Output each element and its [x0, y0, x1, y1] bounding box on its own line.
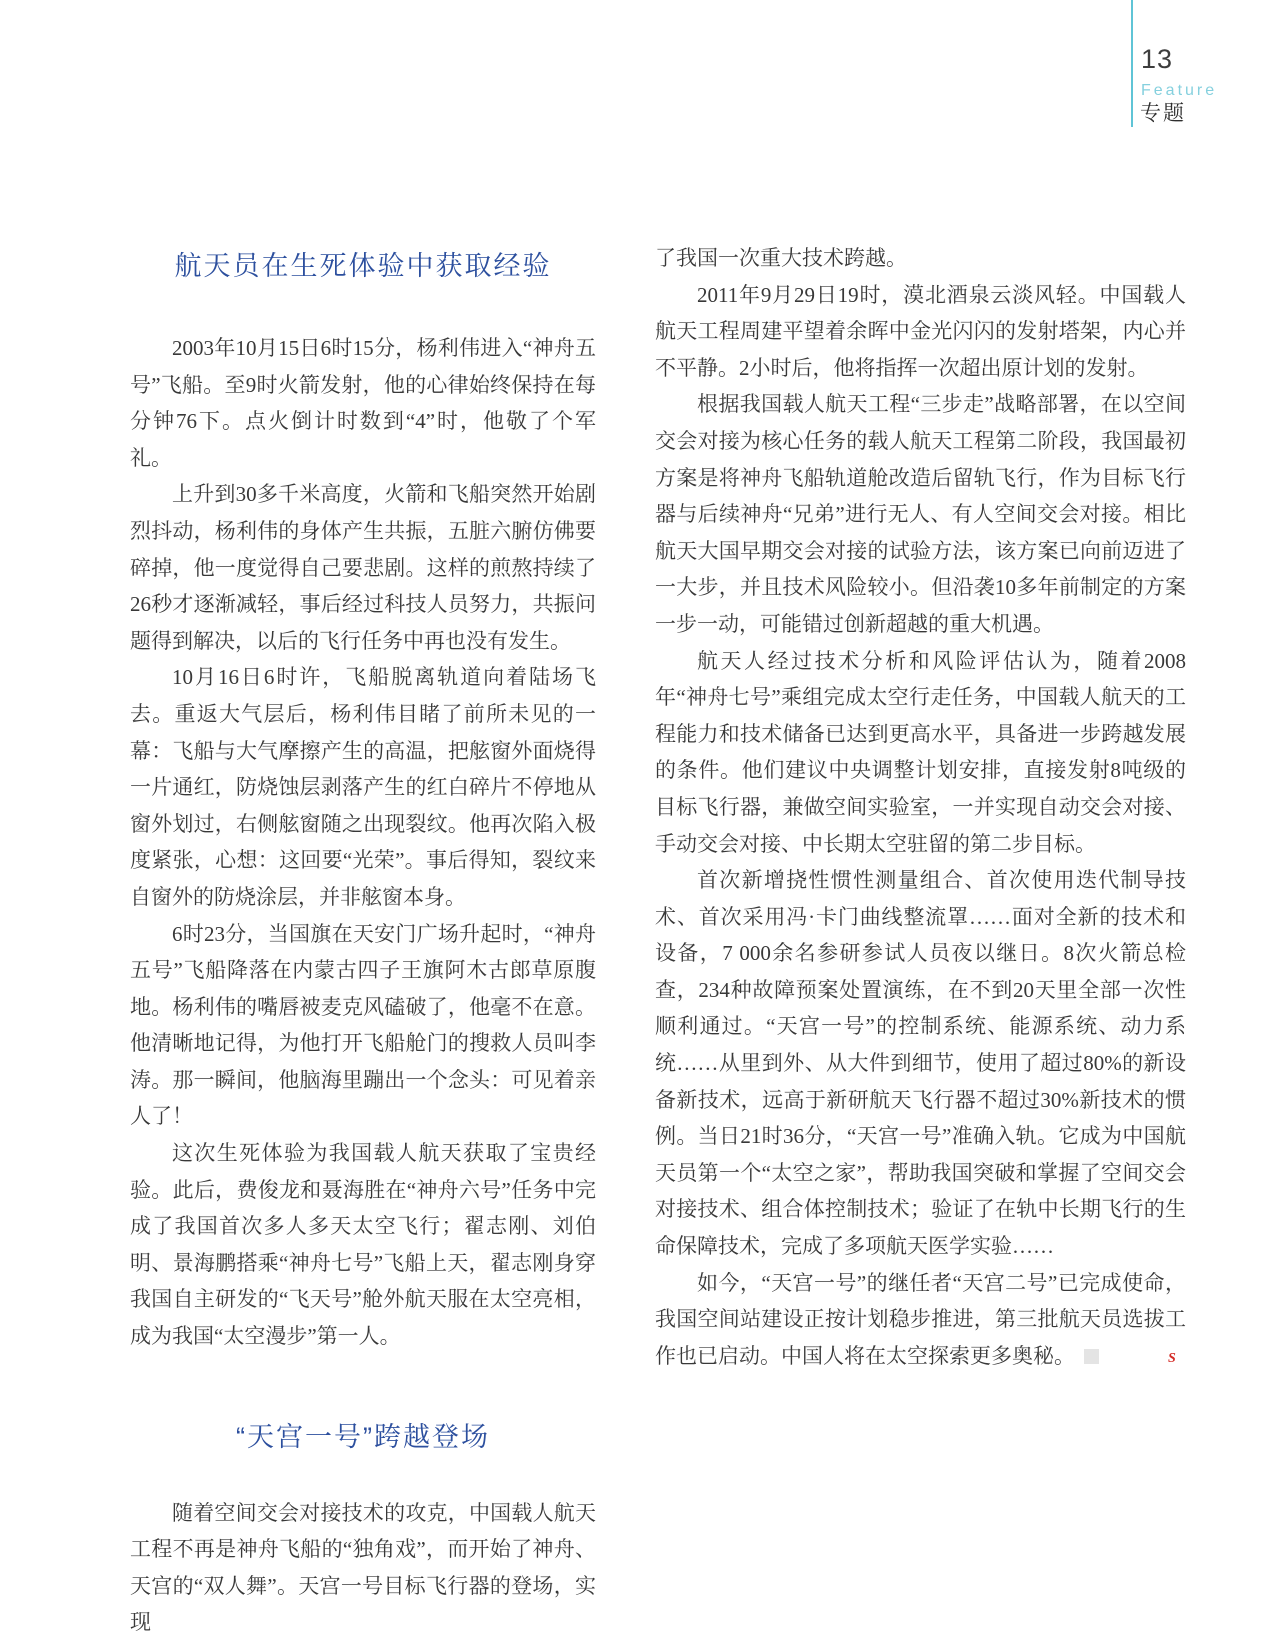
section-label-english: Feature: [1141, 82, 1218, 99]
paragraph: 航天人经过技术分析和风险评估认为，随着2008年“神舟七号”乘组完成太空行走任务，中国载人航天的工程能力和技术储备已达到更高水平，具备进一步跨越发展的条件。他们建议中央调整计划安排，直接发射8吨级的目标飞行器，兼做空间实验室，一并实现自动交会对接、手动交会对接、中长期太空驻留的第二步目标。: [655, 648, 1186, 856]
section-label-chinese: 专题: [1140, 102, 1186, 125]
header-accent-line: [1131, 0, 1133, 127]
paragraph-continuation: 了我国一次重大技术跨越。: [655, 246, 907, 270]
page-number: 13: [1141, 44, 1174, 74]
section-heading-tiangong-debut: “天宫一号”跨越登场: [236, 1421, 490, 1452]
right-column: [655, 240, 1186, 1374]
left-column: [130, 246, 596, 1641]
paragraph: 10月16日6时许，飞船脱离轨道向着陆场飞去。重返大气层后，杨利伟目睹了前所未见的一幕：飞船与大气摩擦产生的高温，把舷窗外面烧得一片通红，防烧蚀层剥落产生的红白碎片不停地从窗外划过，右侧舷窗随之出现裂纹。他再次陷入极度紧张，心想：这回要“光荣”。事后得知，裂纹来自窗外的防烧涂层，并非舷窗本身。: [130, 665, 596, 909]
section-heading-astronaut-experience: 航天员在生死体验中获取经验: [174, 251, 552, 281]
end-mark-letter: S: [1168, 1350, 1176, 1366]
paragraph: 根据我国载人航天工程“三步走”战略部署，在以空间交会对接为核心任务的载人航天工程第二阶段，我国最初方案是将神舟飞船轨道舱改造后留轨飞行，作为目标飞行器与后续神舟“兄弟”进行无人、有人空间交会对接。相比航天大国早期交会对接的试验方法，该方案已向前迈进了一大步，并且技术风险较小。但沿袭10多年前制定的方案一步一动，可能错过创新超越的重大机遇。: [655, 392, 1186, 636]
paragraph-final: [655, 1265, 1186, 1375]
paragraph: 随着空间交会对接技术的攻克，中国载人航天工程不再是神舟飞船的“独角戏”，而开始了神舟、天宫的“双人舞”。天宫一号目标飞行器的登场，实现: [130, 1500, 596, 1635]
paragraph: 这次生死体验为我国载人航天获取了宝贵经验。此后，费俊龙和聂海胜在“神舟六号”任务中完成了我国首次多人多天太空飞行；翟志刚、刘伯明、景海鹏搭乘“神舟七号”飞船上天，翟志刚身穿我国自主研发的“飞天号”舱外航天服在太空亮相，成为我国“太空漫步”第一人。: [130, 1141, 596, 1349]
paragraph: 2003年10月15日6时15分，杨利伟进入“神舟五号”飞船。至9时火箭发射，他的心律始终保持在每分钟76下。点火倒计时数到“4”时，他敬了个军礼。: [130, 336, 596, 470]
paragraph-final-text: 如今，“天宫一号”的继任者“天宫二号”已完成使命，我国空间站建设正按计划稳步推进，第三批航天员选拔工作也已启动。中国人将在太空探索更多奥秘。: [655, 1270, 1186, 1368]
paragraph: 6时23分，当国旗在天安门广场升起时，“神舟五号”飞船降落在内蒙古四子王旗阿木古郎草原腹地。杨利伟的嘴唇被麦克风磕破了，他毫不在意。他清晰地记得，为他打开飞船舱门的搜救人员叫李涛。那一瞬间，他脑海里蹦出一个念头：可见着亲人了！: [130, 921, 596, 1129]
article-end-mark: [1084, 1349, 1176, 1366]
paragraph: 首次新增挠性惯性测量组合、首次使用迭代制导技术、首次采用冯·卡门曲线整流罩……面对全新的技术和设备，7 000余名参研参试人员夜以继日。8次火箭总检查，234种故障预案处置演练，在不到20天里全部一次性顺利通过。“天宫一号”的控制系统、能源系统、动力系统……从里到外、从大件到细节，使用了超过80%的新设备新技术，远高于新研航天飞行器不超过30%新技术的惯例。当日21时36分，“天宫一号”准确入轨。它成为中国航天员第一个“太空之家”，帮助我国突破和掌握了空间交会对接技术、组合体控制技术；验证了在轨中长期飞行的生命保障技术，完成了多项航天医学实验……: [655, 868, 1186, 1259]
paragraph: 上升到30多千米高度，火箭和飞船突然开始剧烈抖动，杨利伟的身体产生共振，五脏六腑仿佛要碎掉，他一度觉得自己要悲剧。这样的煎熬持续了26秒才逐渐减轻，事后经过科技人员努力，共振问题得到解决，以后的飞行任务中再也没有发生。: [130, 482, 596, 653]
paragraph: 2011年9月29日19时，漠北酒泉云淡风轻。中国载人航天工程周建平望着余晖中金光闪闪的发射塔架，内心并不平静。2小时后，他将指挥一次超出原计划的发射。: [655, 282, 1186, 380]
